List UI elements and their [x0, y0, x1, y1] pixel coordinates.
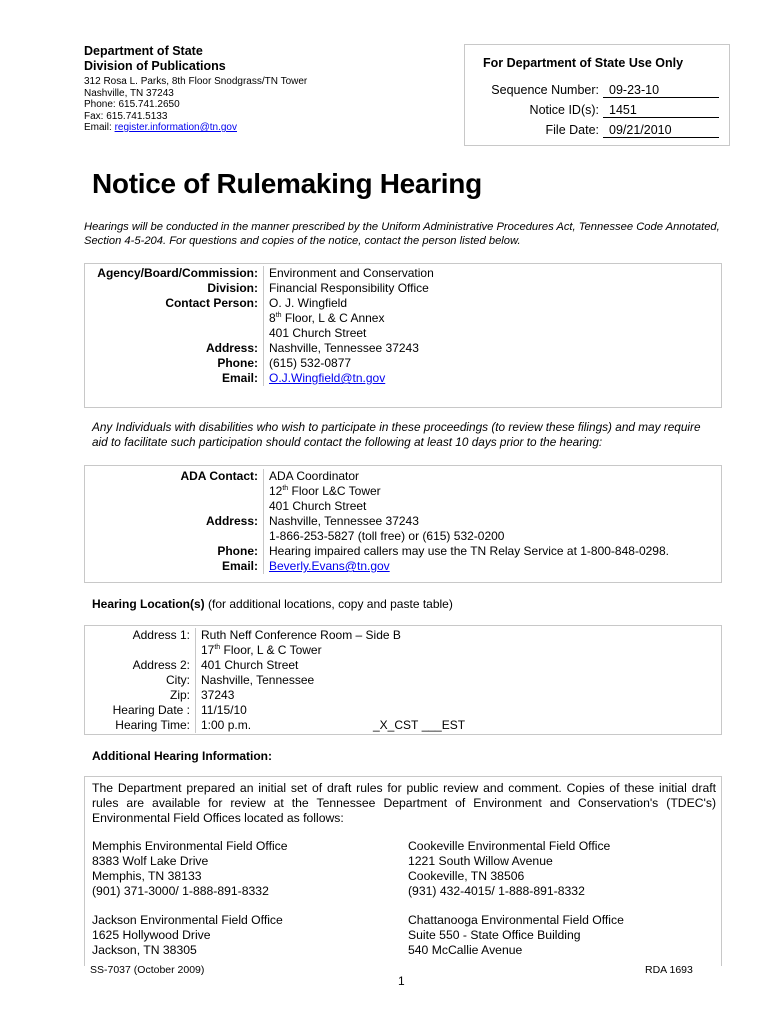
ada-email-link[interactable]: Beverly.Evans@tn.gov — [269, 559, 390, 573]
division-value: Financial Responsibility Office — [269, 281, 429, 295]
hearing-date-value: 11/15/10 — [201, 703, 247, 717]
hearing-zip-value: 37243 — [201, 688, 235, 702]
office-chattanooga: Chattanooga Environmental Field Office Suite 550 - State Office Building 540 McCallie Avenue — [408, 913, 624, 957]
address-label: Address: — [85, 341, 264, 356]
additional-info-box — [84, 776, 722, 966]
contact-phone: (615) 532-0877 — [269, 356, 352, 370]
ada-phone-line1: 1-866-253-5827 (toll free) or (615) 532-0200 — [269, 529, 505, 543]
sequence-row — [491, 83, 719, 98]
state-use-box — [464, 44, 730, 146]
notice-label: Notice ID(s): — [529, 103, 599, 117]
sequence-value: 09-23-10 — [603, 83, 719, 98]
est-option: ___EST — [421, 718, 466, 732]
dept-name: Department of State — [84, 44, 203, 58]
publisher-block — [84, 44, 464, 146]
agency-label: Agency/Board/Commission: — [85, 266, 264, 281]
ada-contact-label: ADA Contact: — [85, 469, 264, 484]
publisher-phone: Phone: 615.741.2650 — [84, 99, 180, 110]
hearing-addr1b: 17th Floor, L & C Tower — [201, 643, 322, 657]
sequence-label: Sequence Number: — [491, 83, 599, 97]
hearing-addr2-value: 401 Church Street — [201, 658, 299, 672]
contact-email-link[interactable]: O.J.Wingfield@tn.gov — [269, 371, 386, 385]
phone-label: Phone: — [85, 356, 264, 371]
hearing-time-row — [196, 718, 471, 733]
page-number: 1 — [398, 974, 405, 988]
ada-email-label: Email: — [85, 559, 264, 574]
ada-phone-line2: Hearing impaired callers may use the TN Relay Service at 1-800-848-0298. — [269, 544, 669, 558]
office-cookeville: Cookeville Environmental Field Office 1221 South Willow Avenue Cookeville, TN 38506 (931) 432-4015/ 1-888-891-8332 — [408, 839, 611, 898]
publisher-address1: 312 Rosa L. Parks, 8th Floor Snodgrass/TN Tower — [84, 76, 308, 87]
contact-address-line2: 401 Church Street — [269, 326, 367, 340]
file-date-row — [546, 123, 720, 138]
notice-value: 1451 — [603, 103, 719, 118]
ada-address-line2: 401 Church Street — [269, 499, 367, 513]
intro-text: Hearings will be conducted in the manner prescribed by the Uniform Administrative Procedures Act, Tennessee Code Annotated, Section 4-5-204. For questions and copies of the notice, contact the person listed below. — [84, 221, 720, 247]
hearing-addr2-label: Address 2: — [85, 658, 196, 673]
hearing-city-label: City: — [85, 673, 196, 688]
division-label: Division: — [85, 281, 264, 296]
ada-address-label: Address: — [85, 514, 264, 529]
agency-value: Environment and Conservation — [269, 266, 434, 280]
hearing-date-label: Hearing Date : — [85, 703, 196, 718]
cst-option: _X_CST — [373, 718, 419, 732]
publisher-fax: Fax: 615.741.5133 — [84, 110, 168, 122]
file-date-label: File Date: — [545, 123, 599, 137]
office-memphis: Memphis Environmental Field Office 8383 Wolf Lake Drive Memphis, TN 38133 (901) 371-3000/ 1-888-891-8332 — [92, 839, 288, 898]
hearing-time-value: 1:00 p.m. — [201, 718, 252, 732]
form-number: SS-7037 (October 2009) — [90, 964, 205, 976]
hearing-table — [84, 625, 722, 735]
ada-address-line3: Nashville, Tennessee 37243 — [269, 514, 419, 528]
page-title: Notice of Rulemaking Hearing — [92, 168, 482, 199]
publisher-email-label: Email: — [84, 122, 115, 133]
agency-table — [84, 263, 722, 408]
ada-contact-value: ADA Coordinator — [269, 469, 360, 483]
contact-label: Contact Person: — [85, 296, 264, 311]
ada-table — [84, 465, 722, 583]
ada-phone-label: Phone: — [85, 544, 264, 559]
hearing-addr1-label: Address 1: — [85, 628, 196, 643]
hearing-zip-label: Zip: — [85, 688, 196, 703]
publisher-email-link[interactable]: register.information@tn.gov — [114, 122, 237, 133]
publisher-address2: Nashville, TN 37243 — [84, 87, 174, 99]
hearing-time-label: Hearing Time: — [85, 718, 196, 733]
hearing-addr1-value: Ruth Neff Conference Room – Side B — [201, 628, 401, 642]
additional-info-heading: Additional Hearing Information: — [92, 749, 272, 763]
file-date-value: 09/21/2010 — [603, 123, 719, 138]
office-jackson: Jackson Environmental Field Office 1625 Hollywood Drive Jackson, TN 38305 — [92, 913, 283, 957]
email-label: Email: — [85, 371, 264, 386]
contact-value: O. J. Wingfield — [269, 296, 348, 310]
state-use-heading: For Department of State Use Only — [483, 56, 684, 70]
contact-address-line3: Nashville, Tennessee 37243 — [269, 341, 419, 355]
ada-address-line1: 12th Floor L&C Tower — [269, 484, 381, 498]
notice-row — [530, 103, 719, 118]
hearing-city-value: Nashville, Tennessee — [201, 673, 315, 687]
publisher-email-row — [84, 122, 464, 134]
hearing-location-heading: Hearing Location(s) (for additional locations, copy and paste table) — [92, 597, 453, 611]
division-name: Division of Publications — [84, 59, 226, 73]
additional-info-paragraph: The Department prepared an initial set of draft rules for public review and comment. Copies of these initial draft rules are available for review at the Tennessee Department of Environment and Conservation's (TDEC's) Environmental Field Offices located as follows: — [92, 781, 716, 825]
rda-number: RDA 1693 — [645, 964, 693, 976]
contact-address-line1: 8th Floor, L & C Annex — [269, 311, 385, 325]
ada-note: Any Individuals with disabilities who wish to participate in these proceedings (to review these filings) and may require aid to facilitate such participation should contact the following at least 10 days prior to the hearing: — [92, 420, 701, 449]
